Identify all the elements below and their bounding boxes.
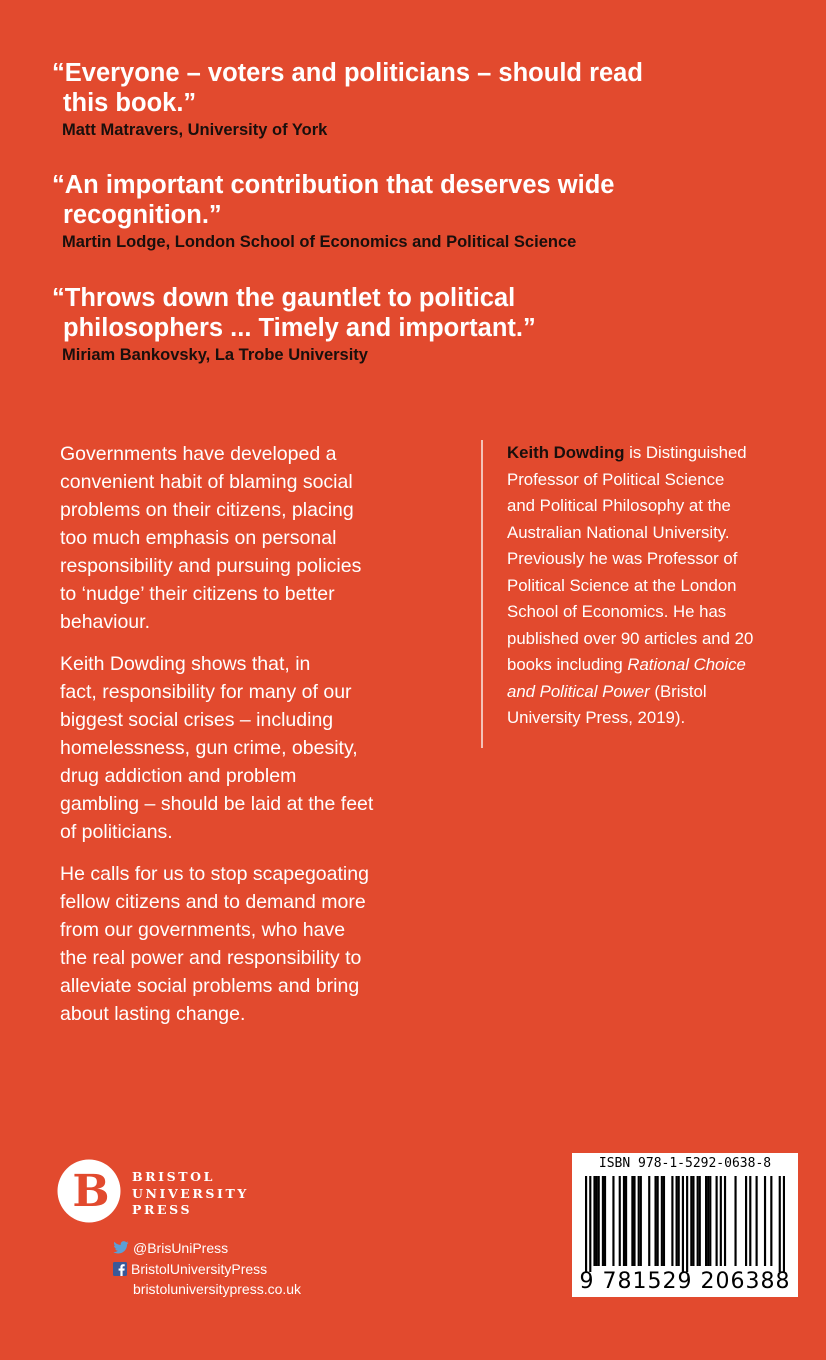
- barcode-bar: [671, 1176, 673, 1266]
- barcode-bar: [602, 1176, 604, 1266]
- barcode-bar: [749, 1176, 751, 1266]
- quote-text: “Everyone – voters and politicians – should read this book.”: [52, 59, 643, 117]
- quote-attribution: Matt Matravers, University of York: [62, 121, 328, 139]
- barcode-bar: [764, 1176, 766, 1266]
- barcode-bar: [619, 1176, 621, 1266]
- blurb-paragraph: Keith Dowding shows that, in fact, responsibility for many of our biggest social crises – including homelessness, gun crime, obesity, drug addiction and problem gambling – should be laid at the feet of politicians.: [60, 653, 374, 843]
- publisher-contacts: [113, 1238, 301, 1300]
- isbn-label: ISBN 978-1-5292-0638-8: [598, 1156, 772, 1171]
- twitter-link[interactable]: [113, 1238, 301, 1259]
- bio-text-end: (Bristol University Press, 2019).: [507, 681, 707, 727]
- barcode-bar: [604, 1176, 606, 1266]
- publisher-logo-mark: [56, 1158, 122, 1224]
- book-title: Rational Choice and Political Power: [507, 655, 746, 701]
- barcode-bar: [690, 1176, 692, 1266]
- barcode-bar: [686, 1176, 688, 1272]
- barcode-bar: [783, 1176, 785, 1272]
- blurb-paragraph: Governments have developed a convenient habit of blaming social problems on their citizens, placing too much emphasis on personal responsibility and pursuing policies to ‘nudge’ their citizens to better behaviour.: [60, 443, 362, 633]
- barcode-bar: [724, 1176, 726, 1266]
- barcode-bar: [716, 1176, 718, 1266]
- barcode-bar: [638, 1176, 640, 1266]
- barcode-bar: [697, 1176, 699, 1266]
- barcode-bar: [699, 1176, 701, 1266]
- barcode-digits: 9 781529 206388: [579, 1269, 791, 1294]
- quote-2: [52, 170, 772, 253]
- barcode-bar: [745, 1176, 747, 1266]
- quote-3: [52, 283, 772, 366]
- website-url: bristoluniversitypress.co.uk: [133, 1281, 302, 1297]
- website-link[interactable]: [113, 1279, 301, 1300]
- facebook-page: BristolUniversityPress: [131, 1260, 268, 1277]
- barcode-bar: [654, 1176, 656, 1266]
- facebook-link[interactable]: [113, 1259, 301, 1280]
- barcode-bar: [657, 1176, 659, 1266]
- barcode-bar: [709, 1176, 711, 1266]
- barcode-bars: [585, 1176, 785, 1272]
- barcode-bar: [596, 1176, 598, 1266]
- quote-text: “Throws down the gauntlet to political philosophers ... Timely and important.”: [52, 284, 536, 342]
- isbn-barcode: [572, 1153, 798, 1297]
- book-blurb: [60, 440, 430, 1042]
- barcode-bar: [631, 1176, 633, 1266]
- barcode-bar: [648, 1176, 650, 1266]
- quote-attribution: Martin Lodge, London School of Economics and Political Science: [62, 233, 577, 251]
- blurb-paragraph: He calls for us to stop scapegoating fellow citizens and to demand more from our governments, who have the real power and responsibility to alleviate social problems and bring about lasting change.: [60, 863, 369, 1025]
- barcode-bar: [661, 1176, 663, 1266]
- barcode-bar: [692, 1176, 694, 1266]
- publisher-name: BRISTOL UNIVERSITY PRESS: [132, 1169, 249, 1217]
- barcode-bar: [640, 1176, 642, 1266]
- barcode-bar: [623, 1176, 625, 1266]
- barcode-bar: [676, 1176, 678, 1266]
- barcode-bar: [633, 1176, 635, 1266]
- quote-attribution: Miriam Bankovsky, La Trobe University: [62, 346, 368, 364]
- barcode-bar: [612, 1176, 614, 1266]
- barcode-bar: [682, 1176, 684, 1272]
- barcode-bar: [734, 1176, 736, 1266]
- barcode-bar: [678, 1176, 680, 1266]
- barcode-bar: [625, 1176, 627, 1266]
- barcode-bar: [756, 1176, 758, 1266]
- facebook-icon: [113, 1262, 127, 1276]
- barcode-bar: [779, 1176, 781, 1272]
- quote-text: “An important contribution that deserves wide recognition.”: [52, 171, 615, 229]
- barcode-bar: [770, 1176, 772, 1266]
- barcode-bar: [663, 1176, 665, 1266]
- twitter-handle: @BrisUniPress: [133, 1240, 229, 1256]
- author-name: Keith Dowding: [507, 443, 625, 462]
- barcode-bar: [598, 1176, 600, 1266]
- barcode-bar: [705, 1176, 707, 1266]
- twitter-icon: [113, 1241, 129, 1255]
- barcode-bar: [589, 1176, 591, 1272]
- quote-1: [52, 58, 772, 141]
- column-divider: [481, 440, 483, 748]
- barcode-bar: [585, 1176, 587, 1272]
- barcode-bar: [593, 1176, 595, 1266]
- barcode-bar: [720, 1176, 722, 1266]
- author-bio: [507, 440, 807, 732]
- barcode-bar: [707, 1176, 709, 1266]
- bio-text: is Distinguished Professor of Political Science and Political Philosophy at the Australian National University. Previously he was Professor of Political Science at the London School of Economics. He has published over 90 articles and 20 books including: [507, 443, 754, 674]
- logo-letter: B: [72, 1166, 110, 1217]
